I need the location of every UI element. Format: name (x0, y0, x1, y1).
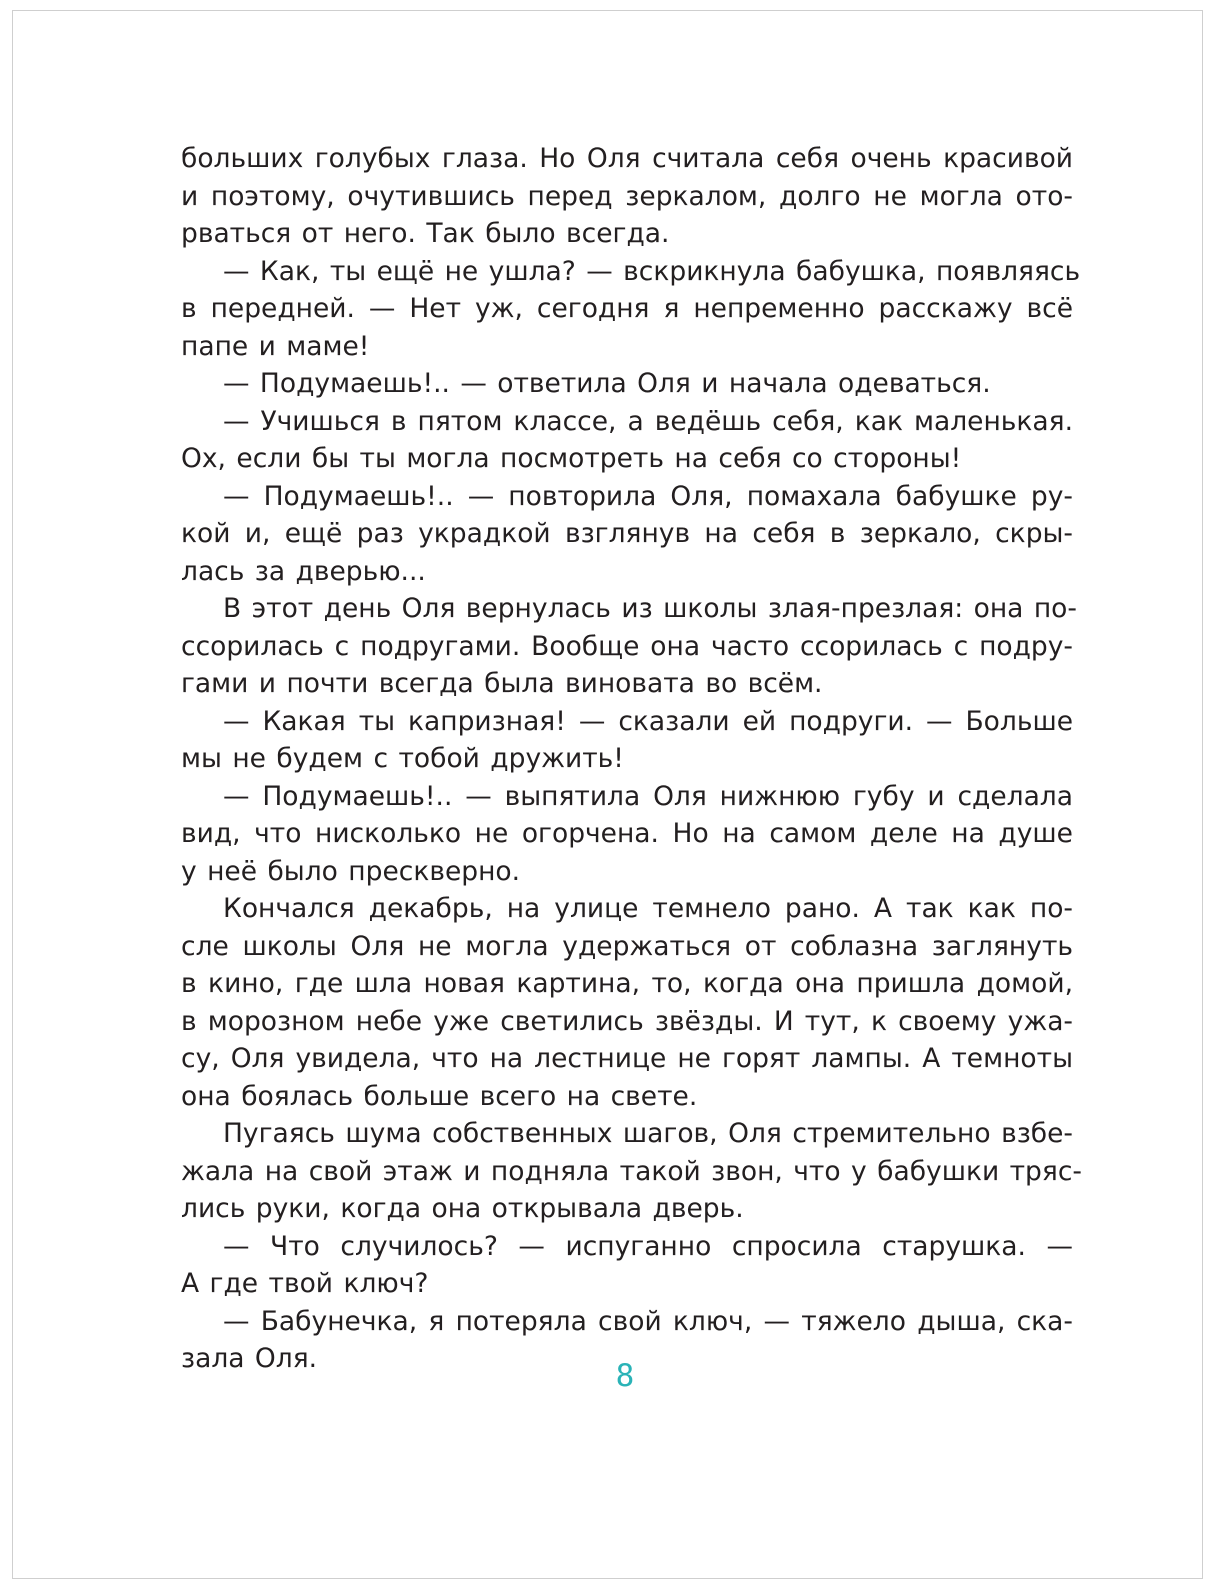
page-number: 8 (615, 1358, 635, 1394)
text-line: папе и маме! (181, 330, 370, 362)
text-line: больших голубых глаза. Но Оля считала себя очень красивой (181, 143, 1073, 174)
body-text (181, 140, 1082, 1378)
text-line: лись руки, когда она открывала дверь. (181, 1193, 744, 1224)
text-line: — Подумаешь!.. — ответила Оля и начала одеваться. (223, 368, 991, 399)
text-line: у неё было прескверно. (181, 855, 521, 887)
text-line: сле школы Оля не могла удержаться от соблазна заглянуть (181, 930, 1073, 962)
text-line: — Какая ты капризная! — сказали ей подруги. — Больше (223, 705, 1073, 737)
text-line: рваться от него. Так было всегда. (181, 218, 670, 249)
text-line: кой и, ещё раз украдкой взглянув на себя в зеркало, скры- (181, 518, 1073, 549)
text-line: в передней. — Нет уж, сегодня я непременно расскажу всё (181, 293, 1073, 324)
text-line: вид, что нисколько не огорчена. Но на самом деле на душе (181, 818, 1073, 849)
text-line: Ох, если бы ты могла посмотреть на себя со стороны! (181, 443, 962, 474)
text-line: мы не будем с тобой дружить! (181, 743, 624, 774)
text-line: и поэтому, очутившись перед зеркалом, долго не могла ото- (181, 180, 1073, 212)
text-line: — Что случилось? — испуганно спросила старушка. — (223, 1230, 1073, 1262)
text-line: зала Оля. (181, 1343, 318, 1374)
text-line: — Как, ты ещё не ушла? — вскрикнула бабушка, появляясь (223, 255, 1081, 287)
text-line: Пугаясь шума собственных шагов, Оля стремительно взбе- (223, 1118, 1073, 1149)
text-line: — Бабунечка, я потеряла свой ключ, — тяжело дыша, ска- (223, 1305, 1073, 1337)
text-line: в морозном небе уже светились звёзды. И тут, к своему ужа- (181, 1005, 1073, 1037)
text-line: — Учишься в пятом классе, а ведёшь себя, как маленькая. (223, 405, 1073, 437)
text-line: А где твой ключ? (181, 1268, 429, 1299)
text-line: В этот день Оля вернулась из школы злая-презлая: она по- (223, 593, 1077, 624)
text-line: она боялась больше всего на свете. (181, 1080, 698, 1112)
text-line: — Подумаешь!.. — выпятила Оля нижнюю губу и сделала (223, 780, 1073, 812)
text-line: су, Оля увидела, что на лестнице не горят лампы. А темноты (181, 1043, 1073, 1074)
text-line: — Подумаешь!.. — повторила Оля, помахала бабушке ру- (223, 480, 1073, 512)
text-line: лась за дверью... (181, 555, 426, 587)
text-line: ссорилась с подругами. Вообще она часто ссорилась с подру- (181, 630, 1073, 662)
text-line: гами и почти всегда была виновата во всём. (181, 668, 823, 699)
text-line: Кончался декабрь, на улице темнело рано. А так как по- (223, 893, 1073, 924)
text-line: жала на свой этаж и подняла такой звон, что у бабушки тряс- (181, 1155, 1082, 1187)
text-line: в кино, где шла новая картина, то, когда она пришла домой, (181, 968, 1073, 999)
